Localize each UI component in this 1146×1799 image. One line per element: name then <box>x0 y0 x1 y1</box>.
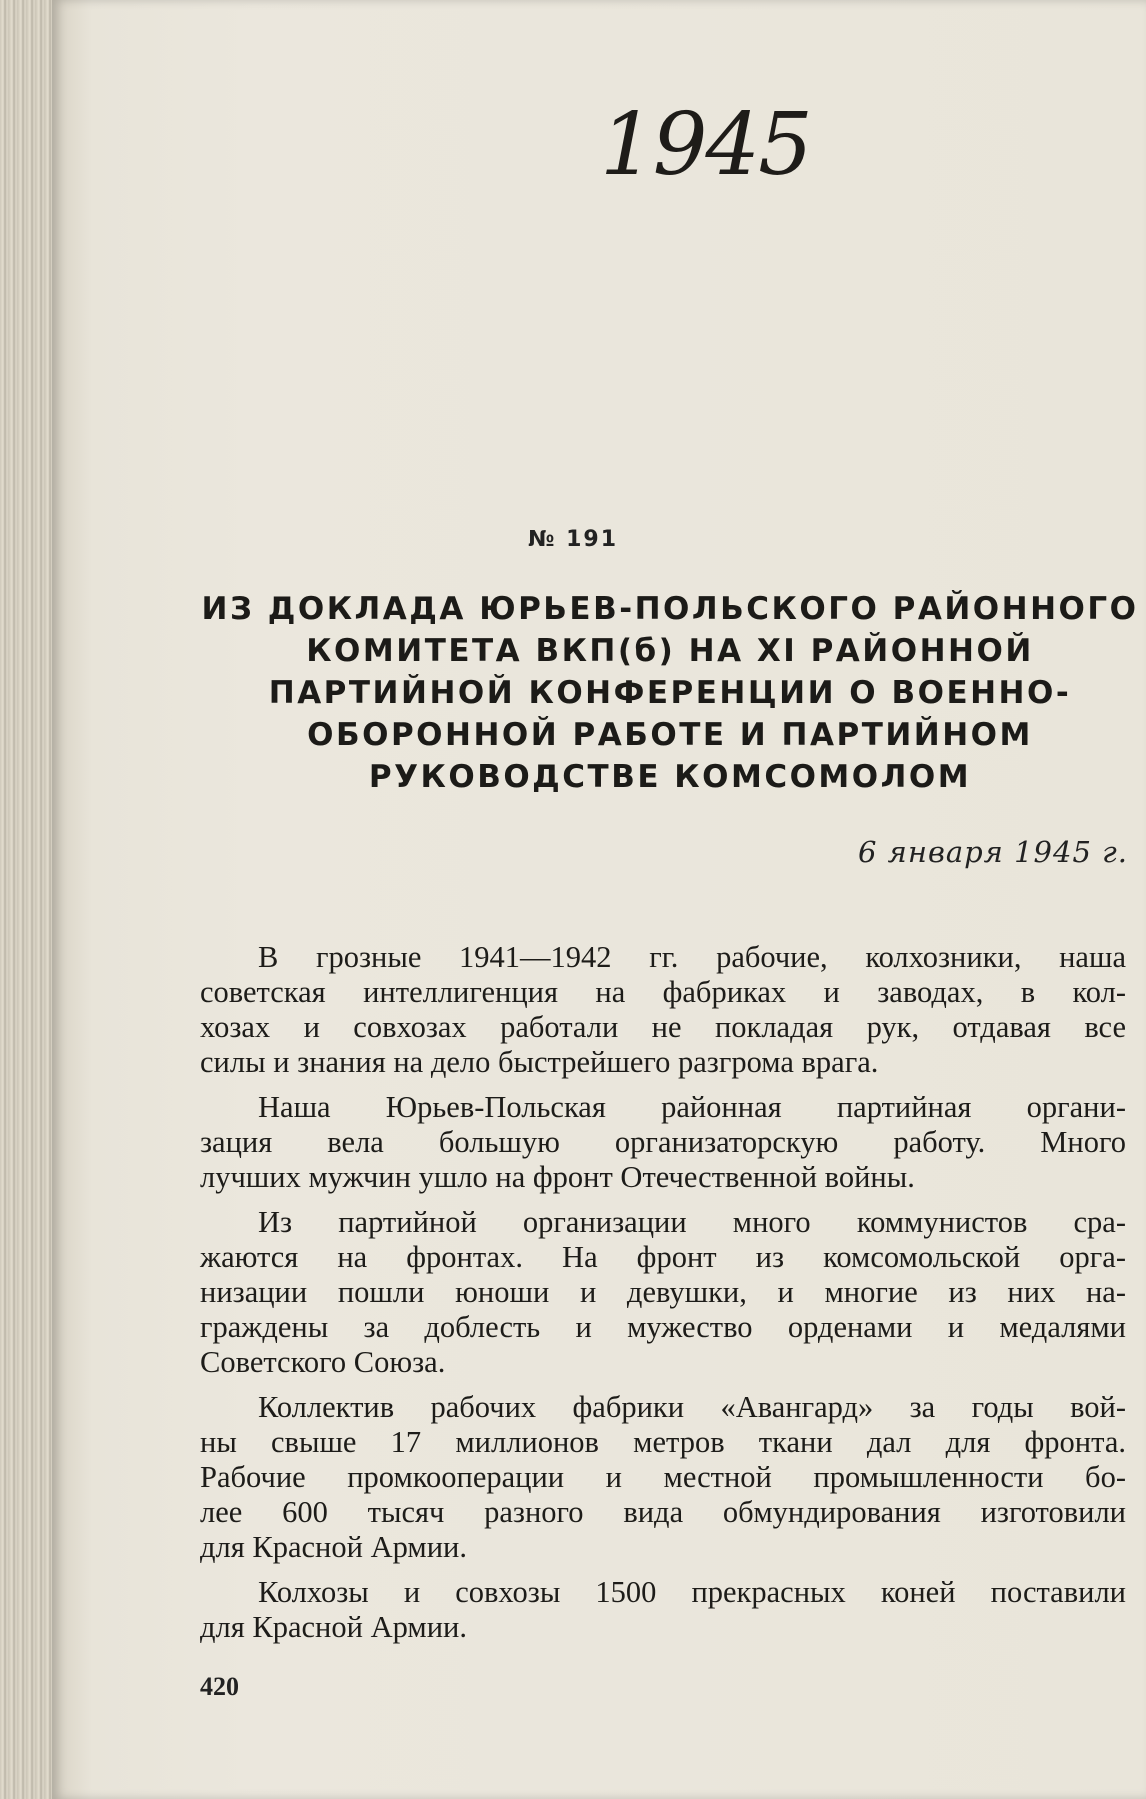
paragraph <box>200 1575 1126 1645</box>
body-text <box>200 940 1126 1655</box>
document-title-line: КОМИТЕТА ВКП(б) НА XI РАЙОННОЙ <box>306 633 1034 669</box>
text-line: лучших мужчин ушло на фронт Отечественной войны. <box>200 1160 915 1194</box>
document-title-line: ОБОРОННОЙ РАБОТЕ И ПАРТИЙНОМ <box>307 717 1033 753</box>
text-line: низации пошли юноши и девушки, и многие из них на- <box>200 1275 1126 1309</box>
document-number: № 191 <box>527 527 619 552</box>
document-title <box>200 588 1140 798</box>
text-line: Рабочие промкооперации и местной промышленности бо- <box>200 1460 1126 1494</box>
text-line: жаются на фронтах. На фронт из комсомольской орга- <box>200 1240 1126 1274</box>
text-line: для Красной Армии. <box>200 1610 467 1644</box>
text-line: для Красной Армии. <box>200 1530 467 1564</box>
text-line: Колхозы и совхозы 1500 прекрасных коней поставили <box>258 1575 1126 1609</box>
document-title-line: РУКОВОДСТВЕ КОМСОМОЛОМ <box>368 759 972 795</box>
text-line: хозах и совхозах работали не покладая рук, отдавая все <box>200 1010 1126 1044</box>
paragraph <box>200 940 1126 1080</box>
paragraph <box>200 1090 1126 1195</box>
text-line: Советского Союза. <box>200 1345 446 1379</box>
text-line: зация вела большую организаторскую работу. Много <box>200 1125 1126 1159</box>
text-line: Коллектив рабочих фабрики «Авангард» за годы вой- <box>258 1390 1126 1424</box>
year-heading: 1945 <box>600 95 811 195</box>
document-title-line: ПАРТИЙНОЙ КОНФЕРЕНЦИИ О ВОЕННО- <box>268 675 1072 711</box>
document-date: 6 января 1945 г. <box>857 835 1128 869</box>
text-line: граждены за доблесть и мужество орденами и медалями <box>200 1310 1126 1344</box>
text-line: Наша Юрьев-Польская районная партийная органи- <box>258 1090 1126 1124</box>
text-line: В грозные 1941—1942 гг. рабочие, колхозники, наша <box>258 940 1126 974</box>
paragraph <box>200 1390 1126 1565</box>
text-line: советская интеллигенция на фабриках и заводах, в кол- <box>200 975 1126 1009</box>
text-line: силы и знания на дело быстрейшего разгрома врага. <box>200 1045 879 1079</box>
text-line: лее 600 тысяч разного вида обмундирования изготовили <box>200 1495 1126 1529</box>
paragraph <box>200 1205 1126 1380</box>
text-line: ны свыше 17 миллионов метров ткани дал для фронта. <box>200 1425 1126 1459</box>
text-line: Из партийной организации много коммунистов сра- <box>258 1205 1126 1239</box>
document-title-line: ИЗ ДОКЛАДА ЮРЬЕВ-ПОЛЬСКОГО РАЙОННОГО <box>201 591 1139 627</box>
page-number: 420 <box>200 1672 239 1701</box>
